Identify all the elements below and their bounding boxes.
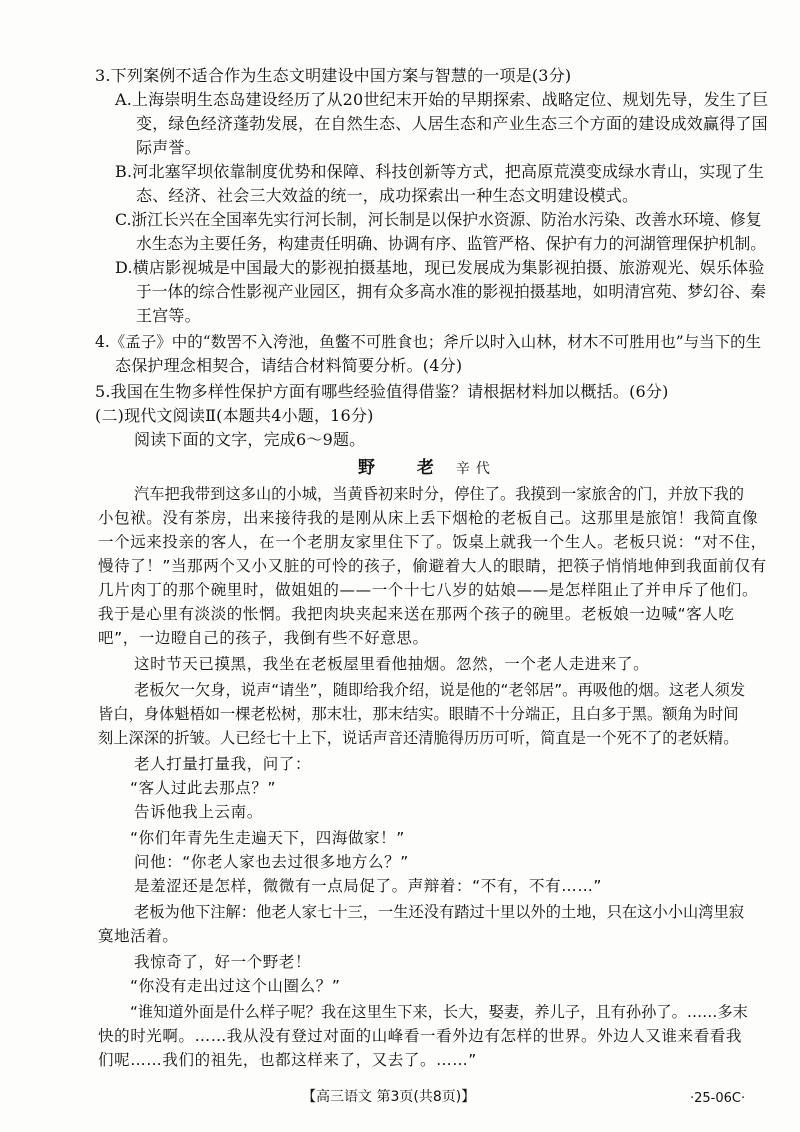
article-line: 一个远来投亲的客人，在一个老朋友家里住下了。饭桌上就我一个生人。老板只说：“对不住， <box>98 533 767 551</box>
article-line: 我于是心里有淡淡的怅惘。我把肉块夹起来送在那两个孩子的碗里。老板娘一边喊“客人吃 <box>98 605 735 623</box>
q3-option-c-line-1: C.浙江长兴在全国率先实行河长制，河长制是以保护水资源、防治水污染、改善水环境、修复 <box>115 210 762 229</box>
article-line: 快的时光啊。……我从没有登过对面的山峰看一看外边有怎样的世界。外边人又谁来看看我 <box>98 1027 743 1045</box>
article-line: “谁知道外面是什么样子呢？我在这里生下来，长大，娶妻，养儿子，且有孙孙了。……多末 <box>130 1003 748 1021</box>
q3-option-d-line-2: 于一体的综合性影视产业园区，拥有众多高水准的影视拍摄基地，如明清宫苑、梦幻谷、秦 <box>136 282 766 301</box>
article-line: 老人打量打量我，问了： <box>134 755 312 773</box>
article-line: 告诉他我上云南。 <box>134 803 263 821</box>
q3-option-c-line-2: 水生态为主要任务，构建责任明确、协调有序、监管严格、保护有力的河湖管理保护机制。 <box>136 234 766 253</box>
q3-option-b-line-2: 态、经济、社会三大效益的统一，成功探索出一种生态文明建设模式。 <box>136 186 639 205</box>
article-line: 是羞涩还是怎样，微微有一点局促了。声辩着：“不有，不有……” <box>134 877 603 895</box>
q3-option-a-line-2: 变，绿色经济蓬勃发展，在自然生态、人居生态和产业生态三个方面的建设成效赢得了国 <box>136 114 768 133</box>
article-line: 刻上深深的折皱。人已经七十上下，说话声音还清脆得历历可听，简直是一个死不了的老妖精。 <box>98 729 739 747</box>
article-line: 老板为他下注解：他老人家七十三，一生还没有踏过十里以外的土地，只在这小小山湾里寂 <box>134 903 744 921</box>
q3-option-d-line-3: 王宫等。 <box>136 306 201 325</box>
q5-stem: 5.我国在生物多样性保护方面有哪些经验值得借鉴？请根据材料加以概括。(6分) <box>95 382 669 401</box>
article-title-text: 野 老 <box>358 458 452 478</box>
article-author: 辛代 <box>455 461 496 477</box>
article-line: “你没有走出过这个山圈么？” <box>130 977 341 995</box>
article-line: 汽车把我带到这多山的小城，当黄昏初来时分，停住了。我摸到一家旅舍的门，并放下我的 <box>134 485 744 503</box>
section-heading: (二)现代文阅读Ⅱ(本题共4小题，16分) <box>95 406 374 425</box>
article-title <box>358 458 496 479</box>
q3-option-d-line-1: D.横店影视城是中国最大的影视拍摄基地，现已发展成为集影视拍摄、旅游观光、娱乐体验 <box>115 258 765 277</box>
page-footer-label: 【高三语文 第3页(共8页)】 <box>302 1089 476 1105</box>
q3-option-a-line-3: 际声誉。 <box>136 138 201 157</box>
article-line: 老板欠一欠身，说声“请坐”，随即给我介绍，说是他的“老邻居”。再吸他的烟。这老人须发 <box>134 681 746 699</box>
q3-stem: 3.下列案例不适合作为生态文明建设中国方案与智慧的一项是(3分) <box>95 66 572 85</box>
article-line: 皆白，身体魁梧如一棵老松树，那末壮，那末结实。眼睛不十分端正，且白多于黑。额角为时间 <box>98 705 739 723</box>
q4-line-2: 态保护理念相契合，请结合材料简要分析。(4分) <box>115 356 463 375</box>
article-line: 寞地活着。 <box>98 927 179 945</box>
section-instruction: 阅读下面的文字，完成6～9题。 <box>134 430 366 449</box>
q3-option-b-line-1: B.河北塞罕坝依靠制度优势和保障、科技创新等方式，把高原荒漠变成绿水青山，实现了生 <box>115 162 765 181</box>
article-line: “你们年青先生走遍天下，四海做家！” <box>130 829 405 847</box>
article-line: 吧”，一边瞪自己的孩子，我倒有些不好意思。 <box>98 629 429 647</box>
article-line: 慢待了！”当那两个又小又脏的可怜的孩子，偷避着大人的眼睛，把筷子悄悄地伸到我面前仅有 <box>98 557 767 575</box>
article-line: 几片肉丁的那个碗里时，做姐姐的——一个十七八岁的姑娘——是怎样阻止了并申斥了他们。 <box>98 581 759 599</box>
article-line: 我惊奇了，好一个野老！ <box>134 953 312 971</box>
q3-option-a-line-1: A.上海崇明生态岛建设经历了从20世纪末开始的早期探索、战略定位、规划先导，发生了巨 <box>115 90 769 109</box>
article-line: 这时节天已摸黑，我坐在老板屋里看他抽烟。忽然，一个老人走进来了。 <box>134 655 650 673</box>
page-footer-code: ·25-06C· <box>690 1091 746 1106</box>
article-line: “客人过此去那点？” <box>130 779 277 797</box>
article-line: 小包袱。没有茶房，出来接待我的是刚从床上丢下烟枪的老板自己。这那里是旅馆！我简直像 <box>98 509 759 527</box>
article-line: 问他：“你老人家也去过很多地方么？” <box>134 853 409 871</box>
article-line: 们呢……我们的祖先，也都这样来了，又去了。……” <box>98 1051 477 1069</box>
q4-line-1: 4.《孟子》中的“数罟不入洿池，鱼鳖不可胜食也；斧斤以时入山林，材木不可胜用也”与当下的生 <box>95 333 762 351</box>
